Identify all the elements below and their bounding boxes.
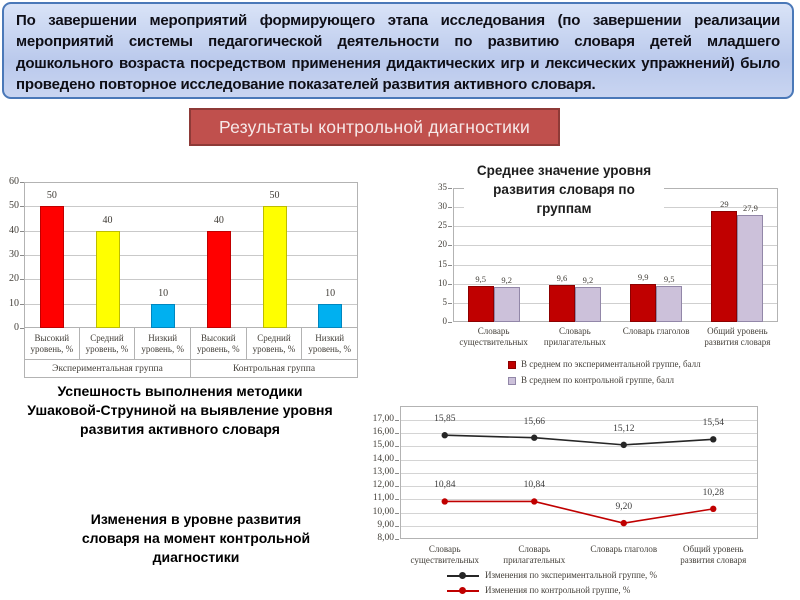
gridline [25,231,357,232]
header-text: По завершении мероприятий формирующего этапа исследования (по завершении реализации мероприятий системы педагогической деятельности по развитию словаря детей младшего дошкольного возраста посредством применения дидактических игр и лексических упражнений) было проведено повторное исследование показателей развития активного словаря. [16,12,780,93]
y-tick-label: 20 [9,273,19,285]
y-tick-label: 30 [438,201,447,212]
y-tick-label: 13,00 [372,466,394,477]
y-tick-label: 15 [438,258,447,269]
bar-value-label: 29 [720,198,729,209]
y-tick-label: 16,00 [372,427,394,438]
y-tick-mark [20,182,24,183]
data-point [621,442,627,448]
bar [575,287,601,322]
y-tick-label: 30 [9,249,19,260]
changes-line-chart [355,398,800,600]
data-point [531,435,537,441]
data-point [710,506,716,512]
bar-value-label: 9,5 [475,273,486,284]
gridline [25,279,357,280]
y-tick-label: 8,00 [377,533,394,543]
y-tick-label: 9,00 [377,519,394,530]
y-tick-label: 20 [438,239,447,250]
y-tick-mark [20,255,24,256]
category-label: Средний уровень, % [80,328,136,360]
legend-marker [459,572,466,579]
y-tick-mark [20,231,24,232]
legend-marker [459,587,466,594]
y-tick-label: 10 [9,297,19,309]
y-tick-mark [448,265,452,266]
series-line [445,435,714,445]
legend-swatch [508,361,516,369]
bar [656,286,682,322]
bar-value-label: 10 [158,287,169,299]
point-label: 10,84 [434,480,456,491]
category-label: Словарь существительных [459,326,528,347]
bar [96,231,120,328]
y-tick-mark [395,499,399,500]
category-label: Словарь глаголов [622,326,690,336]
legend-label: Изменения по контрольной группе, % [485,585,631,595]
gridline [25,206,357,207]
y-tick-mark [20,206,24,207]
y-tick-mark [20,304,24,305]
y-tick-label: 5 [442,296,447,307]
group-label: Контрольная группа [191,360,358,378]
caption-method: Успешность выполнения методики Ушаковой-Струниной на выявление уровня развития активного словаря [27,383,333,437]
y-tick-mark [395,420,399,421]
point-label: 15,12 [613,423,635,434]
chart-title: Среднее значение уровня развития словаря по группам [464,161,664,218]
point-label: 15,66 [523,416,545,427]
category-label: Низкий уровень, % [135,328,191,360]
y-tick-label: 14,00 [372,453,394,464]
legend-label: В среднем по контрольной группе, балл [521,375,674,385]
bar [468,286,494,322]
bar-value-label: 9,2 [582,274,594,285]
category-label: Высокий уровень, % [24,328,80,360]
y-tick-label: 11,00 [372,493,394,504]
legend-label: Изменения по экспериментальной группе, % [485,570,657,580]
bar [40,206,64,328]
y-tick-mark [395,486,399,487]
y-tick-label: 0 [14,322,19,333]
y-tick-mark [395,526,399,527]
bar [549,285,575,322]
point-label: 9,20 [615,502,633,513]
bar-value-label: 50 [46,190,57,202]
bar-value-label: 9,9 [637,272,649,283]
y-tick-mark [395,460,399,461]
point-label: 15,54 [702,418,724,429]
y-tick-label: 0 [442,316,447,326]
y-tick-label: 40 [9,224,19,236]
y-tick-mark [448,303,452,304]
bar [494,287,520,322]
y-tick-mark [395,473,399,474]
bar-value-label: 27,9 [742,203,758,214]
bar [207,231,231,328]
y-tick-mark [395,433,399,434]
y-tick-mark [448,188,452,189]
gridline [25,304,357,305]
y-tick-label: 10,00 [372,506,394,517]
y-tick-mark [448,226,452,227]
point-label: 10,28 [702,487,724,498]
bar-value-label: 9,6 [556,273,568,284]
group-label: Экспериментальная группа [24,360,191,378]
y-tick-mark [448,245,452,246]
bar-value-label: 9,5 [663,273,675,284]
data-point [442,498,448,504]
bar-value-label: 40 [213,214,224,226]
y-tick-label: 10 [438,277,447,288]
y-tick-label: 15,00 [372,440,394,451]
category-label: Словарь прилагательных [543,326,606,347]
bar [263,206,287,328]
data-point [531,498,537,504]
bar-value-label: 10 [325,287,336,299]
legend-swatch [508,377,516,385]
y-tick-mark [20,279,24,280]
data-point [710,436,716,442]
results-banner [189,108,560,146]
y-tick-mark [395,513,399,514]
series-line [445,501,714,523]
bar-value-label: 9,2 [501,274,512,285]
y-tick-mark [448,322,452,323]
gridline [25,255,357,256]
caption-changes: Изменения в уровне развития словаря на момент контрольной диагностики [81,511,311,565]
header-box [2,2,794,99]
bar-value-label: 50 [269,190,280,202]
point-label: 10,84 [523,480,545,491]
y-tick-mark [448,207,452,208]
category-label: Общий уровень развития словаря [704,326,771,347]
levels-bar-chart [2,162,364,384]
bar-value-label: 40 [102,214,113,226]
y-tick-label: 25 [438,220,447,231]
data-point [621,520,627,526]
y-tick-label: 12,00 [372,480,394,491]
bar [737,215,763,322]
category-label: Словарь прилагательных [503,544,566,565]
y-tick-mark [448,284,452,285]
category-label: Средний уровень, % [247,328,303,360]
data-point [442,432,448,438]
category-label: Словарь существительных [410,544,479,565]
point-label: 15,85 [434,414,456,425]
bar [318,304,342,328]
results-banner-title: Результаты контрольной диагностики [218,116,530,137]
category-label: Низкий уровень, % [302,328,358,360]
category-label: Высокий уровень, % [191,328,247,360]
y-tick-mark [395,539,399,540]
y-tick-label: 35 [438,182,447,192]
legend-label: В среднем по экспериментальной группе, балл [521,359,701,369]
y-tick-label: 50 [9,200,19,212]
bar [711,211,737,322]
average-score-bar-chart [420,161,798,400]
category-label: Словарь глаголов [590,544,658,554]
y-tick-mark [395,446,399,447]
category-label: Общий уровень развития словаря [680,544,747,565]
y-tick-label: 60 [9,176,19,187]
bar [630,284,656,322]
y-tick-label: 17,00 [372,414,394,425]
bar [151,304,175,328]
